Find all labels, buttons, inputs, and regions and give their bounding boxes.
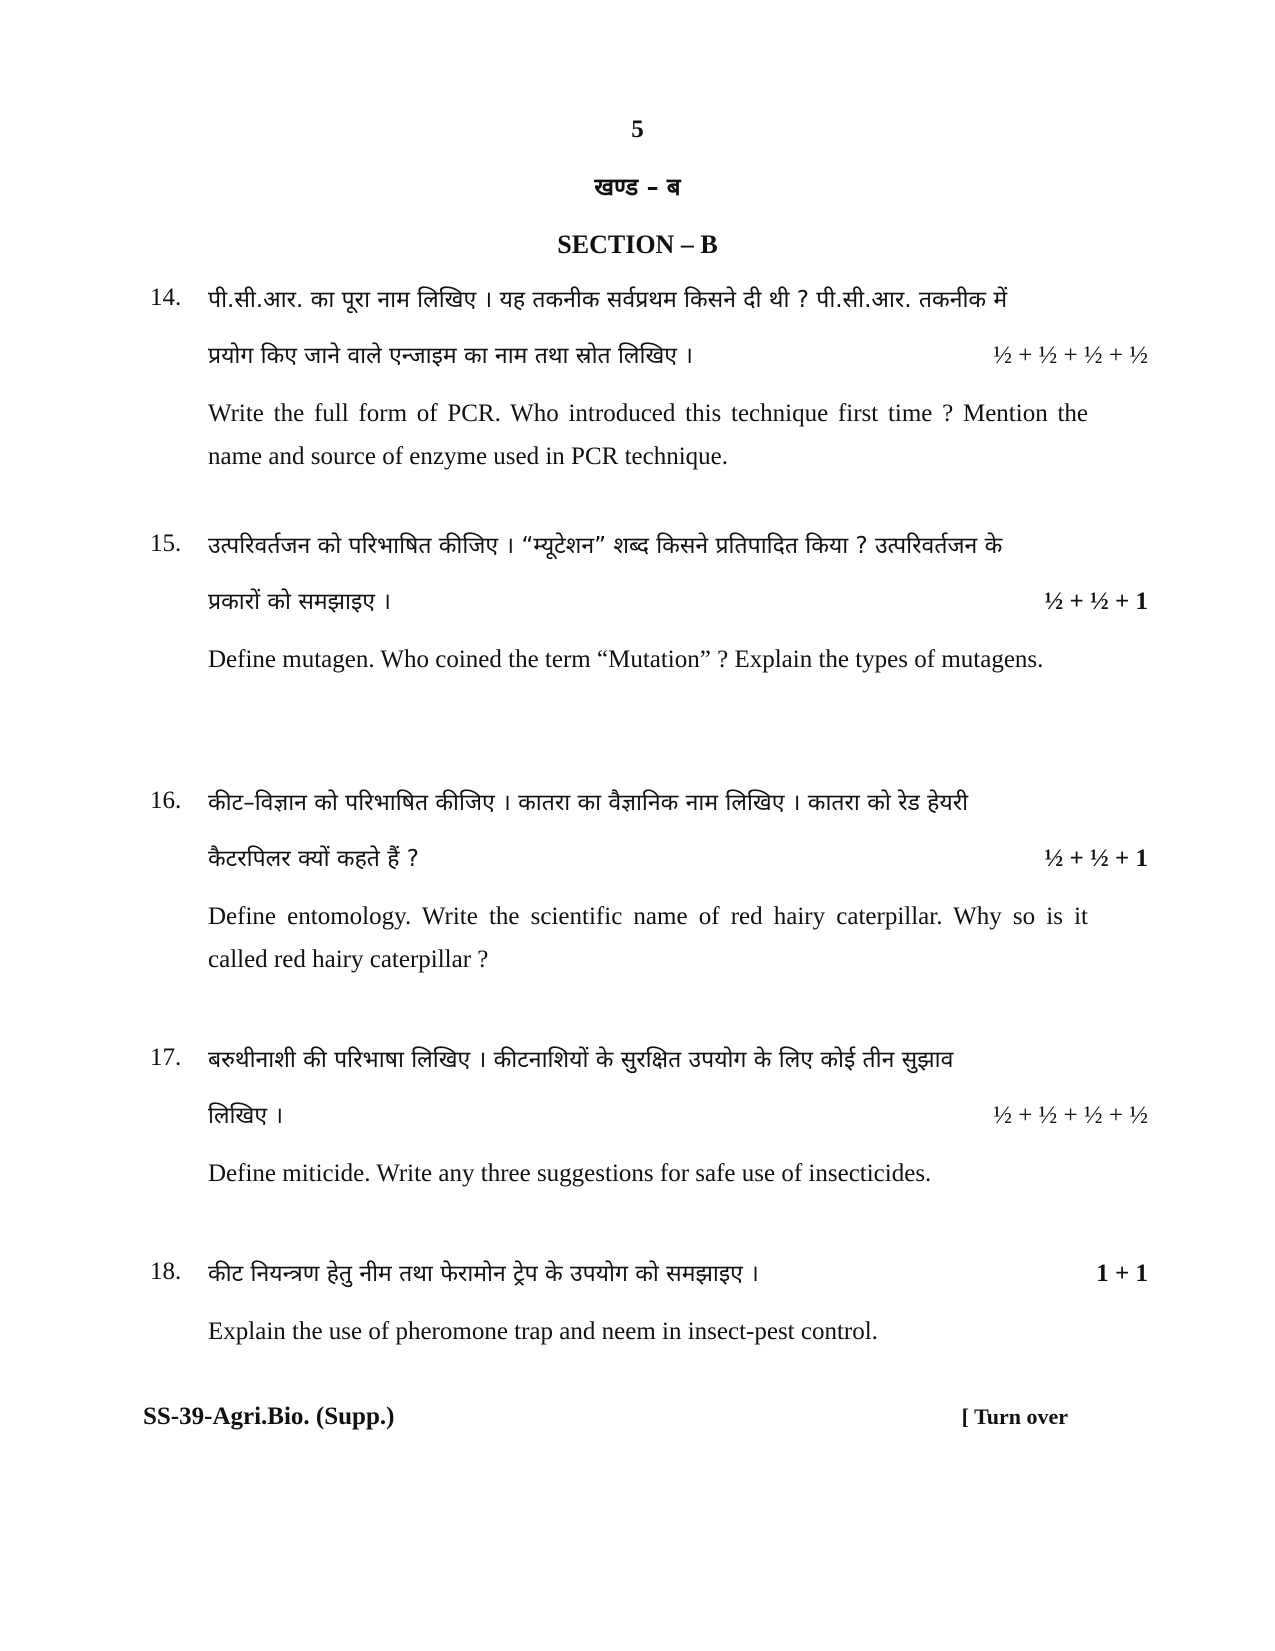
hindi-line-1 <box>208 272 1088 328</box>
hindi-line-2 <box>208 328 1148 384</box>
question-number: 18. <box>150 1258 182 1285</box>
marks: ½ + ½ + 1 <box>1044 588 1148 615</box>
question-body <box>208 1032 1148 1195</box>
hindi-text: कैटरपिलर क्यों कहते हैं ? <box>208 846 419 872</box>
question-number: 15. <box>150 530 182 557</box>
hindi-line-2 <box>208 831 1148 887</box>
hindi-text: पी.सी.आर. का पूरा नाम लिखिए । यह तकनीक सर्वप्रथम किसने दी थी ? पी.सी.आर. तकनीक में <box>208 287 1008 313</box>
hindi-text: कीट–विज्ञान को परिभाषित कीजिए । कातरा का वैज्ञानिक नाम लिखिए । कातरा को रेड हेयरी <box>208 790 969 816</box>
section-heading-english: SECTION – B <box>557 230 718 259</box>
marks: ½ + ½ + 1 <box>1044 845 1148 872</box>
hindi-text: प्रकारों को समझाइए । <box>208 589 392 615</box>
english-question: Write the full form of PCR. Who introduced this technique first time ? Mention the name and source of enzyme used in PCR technique. <box>208 400 1088 470</box>
english-question: Define miticide. Write any three suggestions for safe use of insecticides. <box>208 1160 932 1187</box>
question-number: 16. <box>150 787 182 814</box>
hindi-line-2 <box>208 1088 1148 1144</box>
paper-code: SS-39-Agri.Bio. (Supp.) <box>143 1403 395 1430</box>
english-question: Define mutagen. Who coined the term “Mutation” ? Explain the types of mutagens. <box>208 646 1044 673</box>
marks: ½ + ½ + ½ + ½ <box>993 342 1148 369</box>
question-body <box>208 518 1148 681</box>
hindi-text: उत्परिवर्तजन को परिभाषित कीजिए । “म्यूटेशन” शब्द किसने प्रतिपादित किया ? उत्परिवर्तजन के <box>208 533 1003 559</box>
hindi-line-1 <box>208 518 1088 574</box>
hindi-text: कीट नियन्त्रण हेतु नीम तथा फेरामोन ट्रेप के उपयोग को समझाइए । <box>208 1261 759 1287</box>
english-question: Explain the use of pheromone trap and neem in insect-pest control. <box>208 1318 878 1345</box>
question-body <box>208 775 1148 981</box>
turn-over-label: [ Turn over <box>961 1404 1068 1429</box>
question-number: 14. <box>150 284 182 311</box>
question-body <box>208 1246 1148 1353</box>
marks: ½ + ½ + ½ + ½ <box>993 1102 1148 1129</box>
hindi-line-1 <box>208 1246 1148 1302</box>
hindi-line-1 <box>208 775 1088 831</box>
question-body <box>208 272 1148 478</box>
english-question: Define entomology. Write the scientific name of red hairy caterpillar. Why so is it called red hairy caterpillar ? <box>208 903 1088 973</box>
hindi-text: बरुथीनाशी की परिभाषा लिखिए । कीटनाशियों के सुरक्षित उपयोग के लिए कोई तीन सुझाव <box>208 1047 954 1073</box>
question-number: 17. <box>150 1044 182 1071</box>
hindi-line-2 <box>208 574 1148 630</box>
marks: 1 + 1 <box>1096 1260 1148 1287</box>
section-heading-hindi: खण्ड – ब <box>594 173 681 201</box>
hindi-line-1 <box>208 1032 1088 1088</box>
hindi-text: लिखिए । <box>208 1103 284 1129</box>
hindi-text: प्रयोग किए जाने वाले एन्जाइम का नाम तथा स्रोत लिखिए । <box>208 343 694 369</box>
page-number: 5 <box>631 116 644 143</box>
